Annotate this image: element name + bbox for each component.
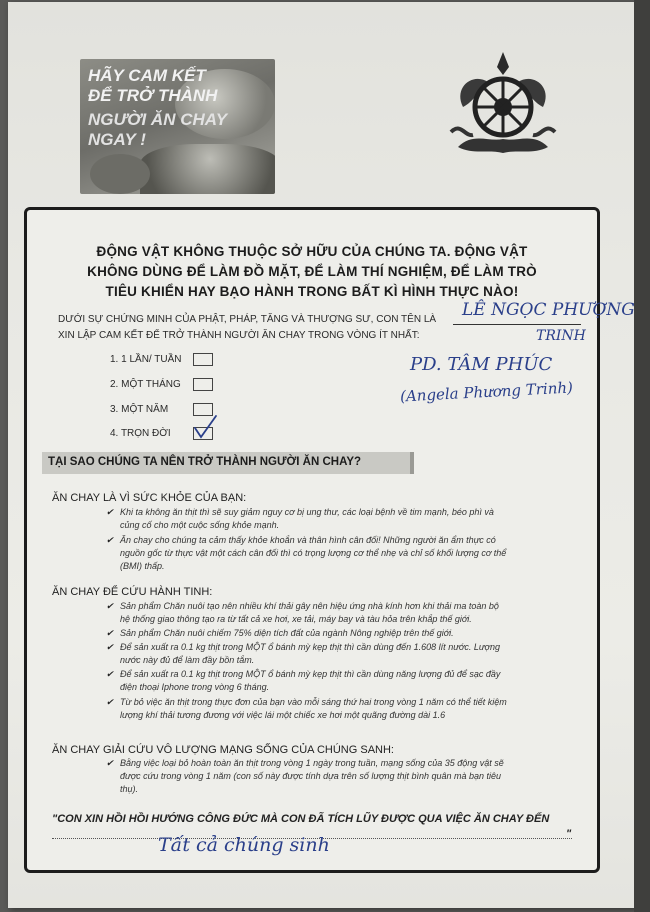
bullet-line: Từ bỏ việc ăn thịt trong thực đơn của bạn vào mỗi sáng thứ hai trong vòng 1 năm có thể tiết kiệm xyxy=(120,697,507,707)
bullet-line: Sản phẩm Chăn nuôi chiếm 75% diện tích đất của ngành Nông nghiệp trên thế giới. xyxy=(120,628,454,638)
option-label-4: 4. TRỌN ĐỜI xyxy=(110,428,171,439)
name-underline xyxy=(453,324,581,325)
pledge-line-2: XIN LẬP CAM KẾT ĐỂ TRỞ THÀNH NGƯỜI ĂN CHAY TRONG VÒNG ÍT NHẤT: xyxy=(58,330,420,341)
lives-bullet-1 xyxy=(106,757,590,796)
hands-illustration xyxy=(140,144,275,194)
planet-bullet-3 xyxy=(106,641,590,667)
banner-line-2: ĐỂ TRỞ THÀNH xyxy=(88,86,218,105)
lives-heading: ĂN CHAY GIẢI CỨU VÔ LƯỢNG MẠNG SỐNG CỦA CHÚNG SANH: xyxy=(52,744,394,756)
handwritten-dharma-name: PD. TÂM PHÚC xyxy=(410,354,553,375)
background-edge xyxy=(634,0,650,912)
handwritten-dedication: Tất cả chúng sinh xyxy=(158,834,330,856)
bullet-line: Để sản xuất ra 0.1 kg thịt trong MỘT ổ bánh mỳ kẹp thịt thì cần dùng năng lượng đủ để sạc đầy xyxy=(120,669,501,679)
bullet-line: điện thoại Iphone trong vòng 6 tháng. xyxy=(120,682,270,693)
headline-line-1: ĐỘNG VẬT KHÔNG THUỘC SỞ HỮU CỦA CHÚNG TA. ĐỘNG VẬT xyxy=(96,244,528,259)
bullet-line: thụ). xyxy=(120,784,139,795)
pledge-line-1: DƯỚI SỰ CHỨNG MINH CỦA PHẬT, PHÁP, TĂNG VÀ THƯỢNG SƯ, CON TÊN LÀ xyxy=(58,314,437,325)
dharma-wheel-emblem-icon xyxy=(443,47,563,167)
planet-bullet-2 xyxy=(106,627,590,640)
pledge-banner-image xyxy=(80,59,275,194)
check-bullet-icon: ✔ xyxy=(106,601,114,611)
dedication-quote: "CON XIN HỒI HỒI HƯỚNG CÔNG ĐỨC MÀ CON ĐÃ TÍCH LŨY ĐƯỢC QUA VIỆC ĂN CHAY ĐẾN xyxy=(52,813,550,825)
check-bullet-icon: ✔ xyxy=(106,628,114,638)
bullet-line: củng cố cho một cuộc sống khỏe mạnh. xyxy=(120,520,280,531)
bullet-line: lượng khí thải tương đương với việc lái một chiếc xe hơi một quãng đường dài 1.6 xyxy=(120,710,446,721)
planet-bullet-4 xyxy=(106,668,590,694)
check-bullet-icon: ✔ xyxy=(106,535,114,545)
bullet-line: được cứu trong vòng 1 năm (con số này được tính dựa trên số lượng thịt bình quân mà bạn tiêu xyxy=(120,771,502,782)
banner-line-4: NGAY ! xyxy=(88,130,146,149)
bullet-line: (BMI) thấp. xyxy=(120,561,165,572)
planet-bullet-1 xyxy=(106,600,590,626)
check-bullet-icon: ✔ xyxy=(106,507,114,517)
option-checkbox-2[interactable] xyxy=(193,378,213,391)
bullet-line: Khi ta không ăn thịt thì sẽ suy giảm nguy cơ bị ung thư, các loại bệnh về tim mạnh, béo phì và xyxy=(120,507,494,517)
option-label-3: 3. MỘT NĂM xyxy=(110,404,169,415)
section-title-bar xyxy=(42,452,414,474)
section-title: TẠI SAO CHÚNG TA NÊN TRỞ THÀNH NGƯỜI ĂN CHAY? xyxy=(48,456,362,468)
check-bullet-icon: ✔ xyxy=(106,758,114,768)
health-bullet-1 xyxy=(106,506,590,532)
option-label-2: 2. MỘT THÁNG xyxy=(110,379,181,390)
planet-heading: ĂN CHAY ĐỂ CỨU HÀNH TINH: xyxy=(52,586,213,598)
health-bullet-2 xyxy=(106,534,590,573)
planet-bullet-5 xyxy=(106,696,590,722)
headline-line-3: TIÊU KHIỂN HAY BẠO HÀNH TRONG BẤT KÌ HÌNH THỰC NÀO! xyxy=(105,284,519,299)
handwritten-name-2: TRINH xyxy=(536,328,586,344)
fruit-illustration xyxy=(90,154,150,194)
bullet-line: Sản phẩm Chăn nuôi tạo nên nhiều khí thải gây nên hiệu ứng nhà kính hơn khi thải ma toàn bộ xyxy=(120,601,499,611)
bullet-line: Ăn chay cho chúng ta cảm thấy khỏe khoắn và thân hình cân đối! Những người ăn ẩm thực có xyxy=(120,535,496,545)
option-checkbox-1[interactable] xyxy=(193,353,213,366)
bullet-line: hệ thống giao thông tạo ra từ tất cả xe hơi, xe tải, máy bay và tàu hỏa trên khắp thế giới. xyxy=(120,614,472,625)
bullet-line: Để sản xuất ra 0.1 kg thịt trong MỘT ổ bánh mỳ kẹp thịt thì cần dùng đến 1.608 lít nước. Lượng xyxy=(120,642,500,652)
check-bullet-icon: ✔ xyxy=(106,697,114,707)
bullet-line: nguồn gốc từ thực vật một cách cân đối thì có trọng lượng cơ thể nhẹ và chỉ số khối lượng cơ thể xyxy=(120,548,507,559)
bullet-line: Bằng việc loại bỏ hoàn toàn ăn thịt trong vòng 1 ngày trong tuần, mạng sống của 35 động vật sẽ xyxy=(120,758,504,768)
option-label-1: 1. 1 LẦN/ TUẦN xyxy=(110,354,182,365)
check-bullet-icon: ✔ xyxy=(106,669,114,679)
checkmark-icon xyxy=(192,414,218,440)
handwritten-name-1: LÊ NGỌC PHƯỢNG xyxy=(462,300,635,320)
handwritten-english-name: (Angela Phương Trinh) xyxy=(399,378,574,406)
check-bullet-icon: ✔ xyxy=(106,642,114,652)
banner-line-3: NGƯỜI ĂN CHAY xyxy=(88,110,228,129)
health-heading: ĂN CHAY LÀ VÌ SỨC KHỎE CỦA BẠN: xyxy=(52,492,247,504)
bullet-line: nước này đủ để làm đầy bồn tắm. xyxy=(120,655,255,666)
banner-line-1: HÃY CAM KẾT xyxy=(88,66,206,85)
dedication-close-quote: " xyxy=(566,828,572,840)
headline-line-2: KHÔNG DÙNG ĐỂ LÀM ĐỒ MẶT, ĐỂ LÀM THÍ NGHIỆM, ĐỂ LÀM TRÒ xyxy=(87,264,537,279)
